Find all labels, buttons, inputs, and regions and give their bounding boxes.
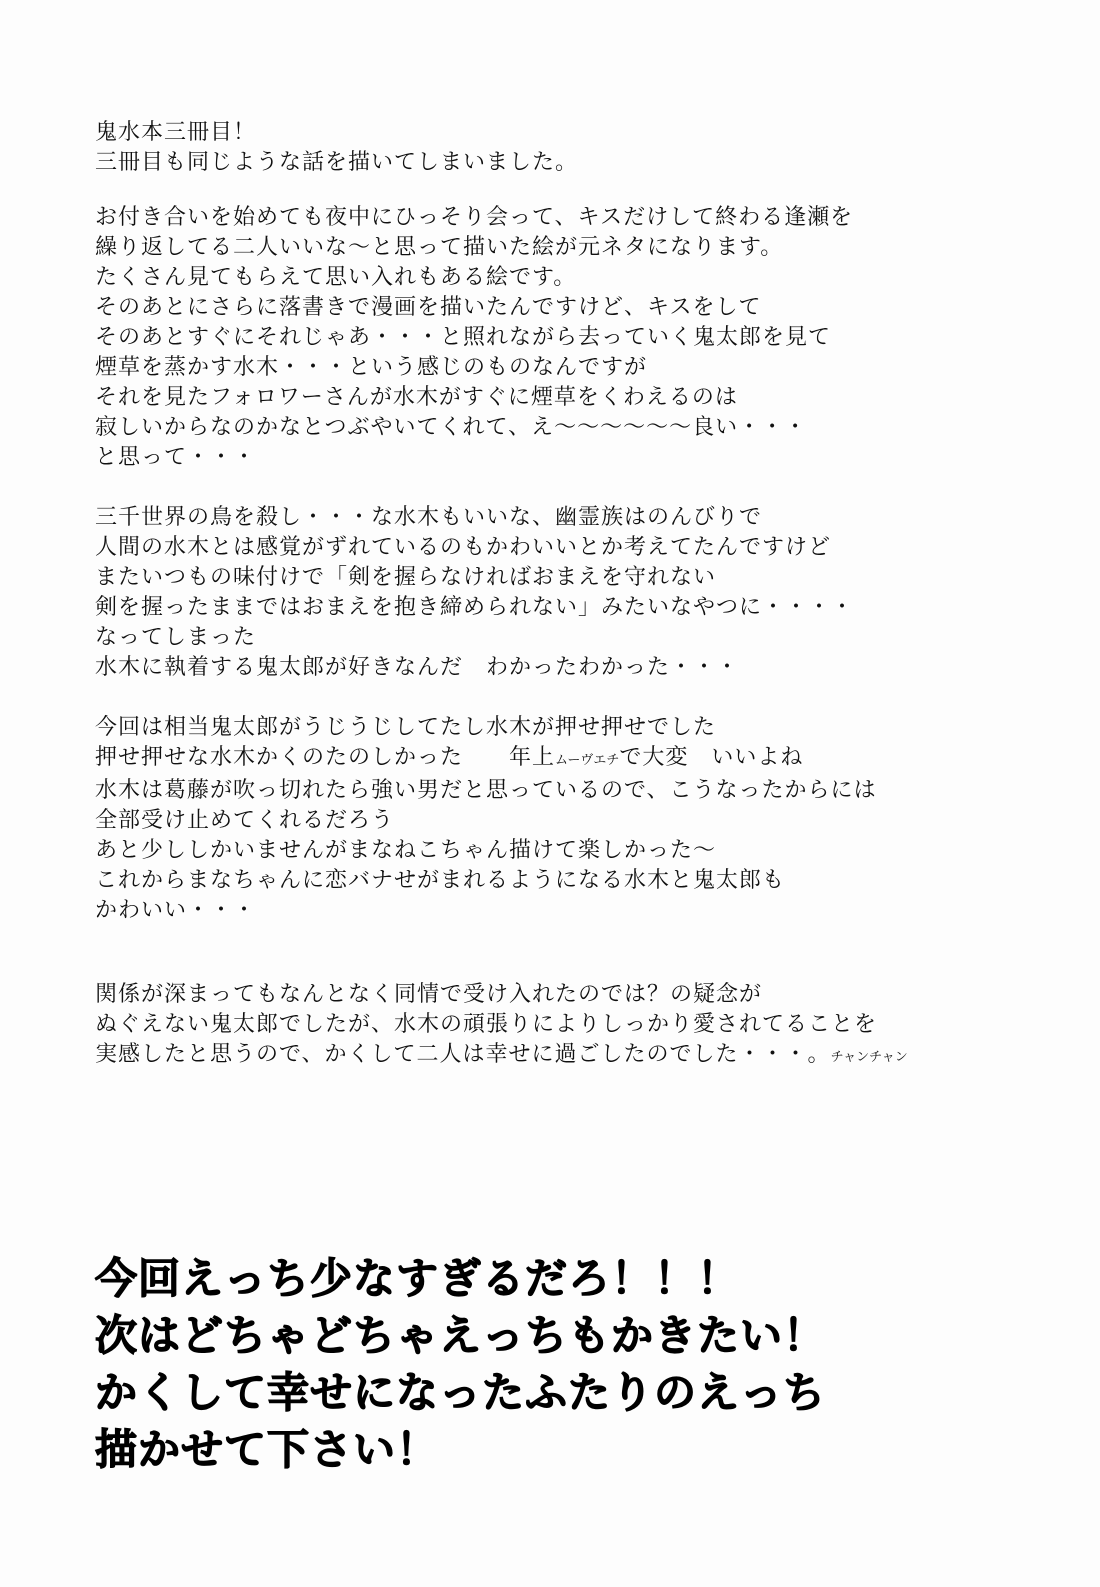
text-segment: で大変 いいよね [619, 745, 804, 770]
afterword-opening [95, 118, 955, 178]
closing-line: 描かせて下さい！ [95, 1425, 440, 1474]
closing-exclamation [95, 1250, 995, 1478]
text-line: なってしまった [95, 625, 257, 650]
text-line: 煙草を蒸かす水木・・・という感じのものなんですが [95, 355, 648, 380]
text-line [95, 1040, 955, 1073]
closing-line: かくして幸せになったふたりのえっち [95, 1368, 827, 1417]
afterword-paragraph-this-volume [95, 713, 955, 926]
text-line: 三冊目も同じような話を描いてしまいました。 [95, 150, 579, 175]
afterword-paragraph-ending [95, 980, 955, 1073]
text-line: 水木に執着する鬼太郎が好きなんだ わかったわかった・・・ [95, 655, 740, 680]
text-segment: 押せ押せな水木かくのたのしかった 年上 [95, 745, 556, 770]
small-text-segment: ムーヴエチ [555, 753, 620, 768]
closing-line: 次はどちゃどちゃえっちもかきたい！ [95, 1311, 827, 1360]
text-line: 水木は葛藤が吹っ切れたら強い男だと思っているので、こうなったからには [95, 778, 877, 803]
text-line: 関係が深まってもなんとなく同情で受け入れたのでは？の疑念が [95, 982, 763, 1007]
text-line: そのあとすぐにそれじゃあ・・・と照れながら去っていく鬼太郎を見て [95, 325, 832, 350]
text-line: と思って・・・ [95, 445, 257, 470]
text-line: そのあとにさらに落書きで漫画を描いたんですけど、キスをして [95, 295, 762, 320]
text-line: かわいい・・・ [95, 898, 257, 923]
small-text-segment: チャンチャン [830, 1050, 908, 1065]
text-line: たくさん見てもらえて思い入れもある絵です。 [95, 265, 577, 290]
text-line: またいつもの味付けで「剣を握らなければおまえを守れない [95, 565, 717, 590]
text-line: 鬼水本三冊目！ [95, 120, 257, 145]
text-line: これからまなちゃんに恋バナせがまれるようになる水木と鬼太郎も [95, 868, 786, 893]
text-line: 寂しいからなのかなとつぶやいてくれて、え〜〜〜〜〜〜良い・・・ [95, 415, 808, 440]
afterword-paragraph-origin [95, 203, 955, 473]
closing-line: 今回えっち少なすぎるだろ！！！ [95, 1254, 741, 1303]
text-segment: 実感したと思うので、かくして二人は幸せに過ごしたのでした・・・。 [95, 1042, 831, 1067]
text-line: ぬぐえない鬼太郎でしたが、水木の頑張りによりしっかり愛されてることを [95, 1012, 878, 1037]
afterword-paragraph-theme [95, 503, 955, 683]
text-line: 今回は相当鬼太郎がうじうじしてたし水木が押せ押せでした [95, 715, 717, 740]
text-line: 繰り返してる二人いいな〜と思って描いた絵が元ネタになります。 [95, 235, 784, 260]
text-line: それを見たフォロワーさんが水木がすぐに煙草をくわえるのは [95, 385, 738, 410]
text-line [95, 743, 955, 776]
text-line: 剣を握ったままではおまえを抱き締められない」みたいなやつに・・・・ [95, 595, 855, 620]
text-line: あと少ししかいませんがまなねこちゃん描けて楽しかった〜 [95, 838, 717, 863]
text-line: 全部受け止めてくれるだろう [95, 808, 395, 833]
text-line: お付き合いを始めても夜中にひっそり会って、キスだけして終わる逢瀬を [95, 205, 854, 230]
text-line: 三千世界の鳥を殺し・・・な水木もいいな、幽霊族はのんびりで [95, 505, 763, 530]
text-line: 人間の水木とは感覚がずれているのもかわいいとか考えてたんですけど [95, 535, 832, 560]
